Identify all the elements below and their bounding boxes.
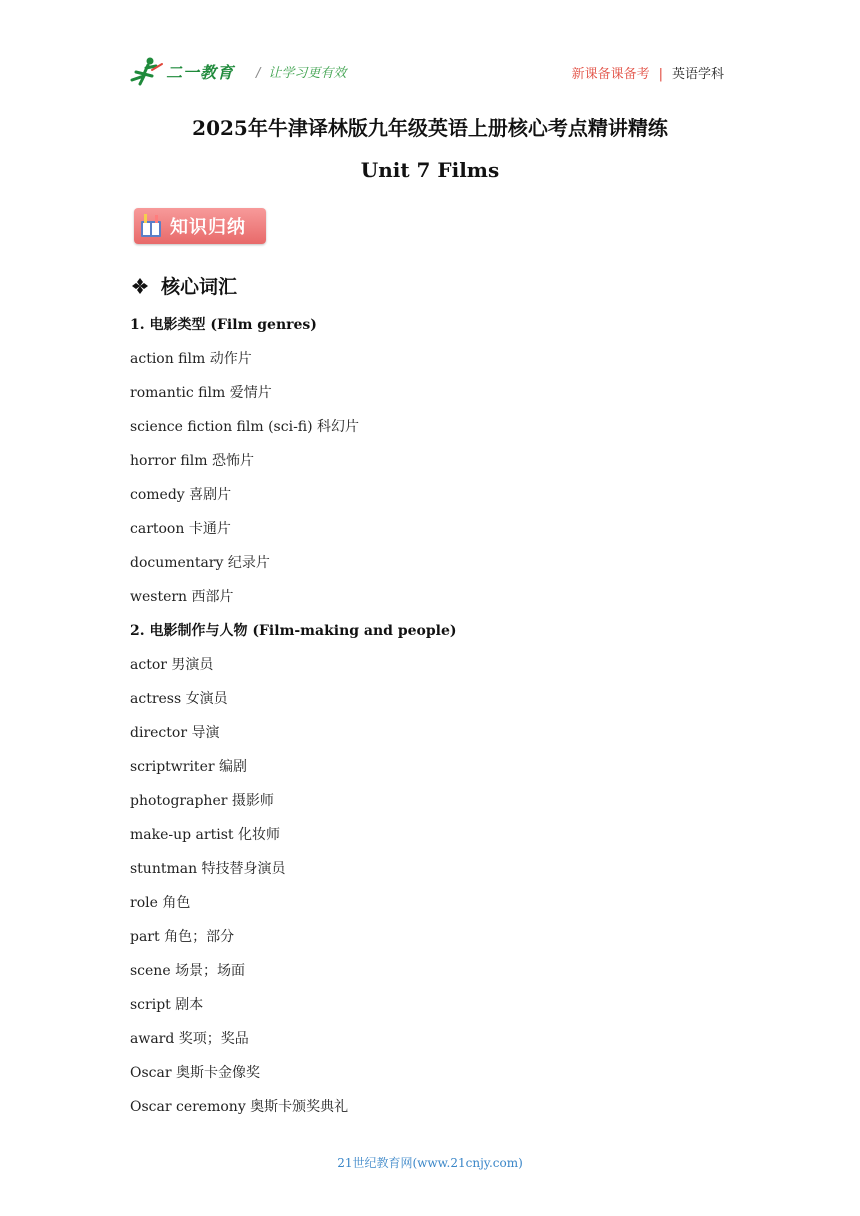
logo-text: 二一教育 (166, 62, 235, 82)
vocab-item: scene 场景；场面 (130, 963, 246, 979)
vocab-item: western 西部片 (130, 589, 234, 605)
section-heading (132, 272, 237, 299)
vocab-item: documentary 纪录片 (130, 555, 270, 571)
diamond-bullet-icon (132, 278, 148, 294)
vocab-item: action film 动作片 (130, 351, 252, 367)
page-header (130, 54, 730, 90)
vocab-item: comedy 喜剧片 (130, 487, 232, 503)
slogan-slash: / (256, 66, 261, 81)
vocab-item: photographer 摄影师 (130, 793, 274, 809)
vocab-item: stuntman 特技替身演员 (130, 861, 286, 877)
vocab-item: science fiction film (sci-fi) 科幻片 (130, 419, 360, 435)
slogan-text: 让学习更有效 (268, 66, 347, 81)
document-title: 2025年牛津译林版九年级英语上册核心考点精讲精练 (192, 116, 668, 140)
unit-title: Unit 7 Films (360, 158, 500, 182)
vocab-item: role 角色 (130, 895, 191, 911)
page-footer: 21世纪教育网(www.21cnjy.com) (337, 1156, 523, 1170)
vocab-item: award 奖项；奖品 (130, 1031, 249, 1047)
badge-label: 知识归纳 (170, 217, 246, 238)
vocab-item: Oscar ceremony 奥斯卡颁奖典礼 (130, 1099, 349, 1115)
header-tag-course: 新课备课备考 (571, 67, 650, 82)
section-badge (134, 208, 266, 244)
vocab-item: make-up artist 化妆师 (130, 827, 280, 843)
group-heading: 1. 电影类型 (Film genres) (130, 317, 317, 333)
vocab-item: cartoon 卡通片 (130, 521, 231, 537)
book-icon (140, 213, 162, 239)
header-tags (572, 63, 724, 82)
header-tag-subject: 英语学科 (671, 67, 724, 82)
section-title: 核心词汇 (161, 276, 238, 298)
header-separator: | (658, 67, 663, 82)
vocab-item: script 剧本 (130, 997, 204, 1013)
running-figure-logo-icon (130, 56, 164, 86)
vocab-item: Oscar 奥斯卡金像奖 (130, 1065, 260, 1081)
vocab-item: actress 女演员 (130, 691, 228, 707)
vocab-item: romantic film 爱情片 (130, 385, 272, 401)
vocab-item: scriptwriter 编剧 (130, 759, 247, 775)
vocab-item: part 角色；部分 (130, 929, 235, 945)
site-logo (130, 56, 234, 86)
slogan (256, 62, 346, 81)
vocab-item: actor 男演员 (130, 657, 214, 673)
vocab-item: horror film 恐怖片 (130, 453, 254, 469)
vocab-item: director 导演 (130, 725, 220, 741)
vocabulary-list (130, 312, 730, 1128)
group-heading: 2. 电影制作与人物 (Film-making and people) (130, 623, 457, 639)
